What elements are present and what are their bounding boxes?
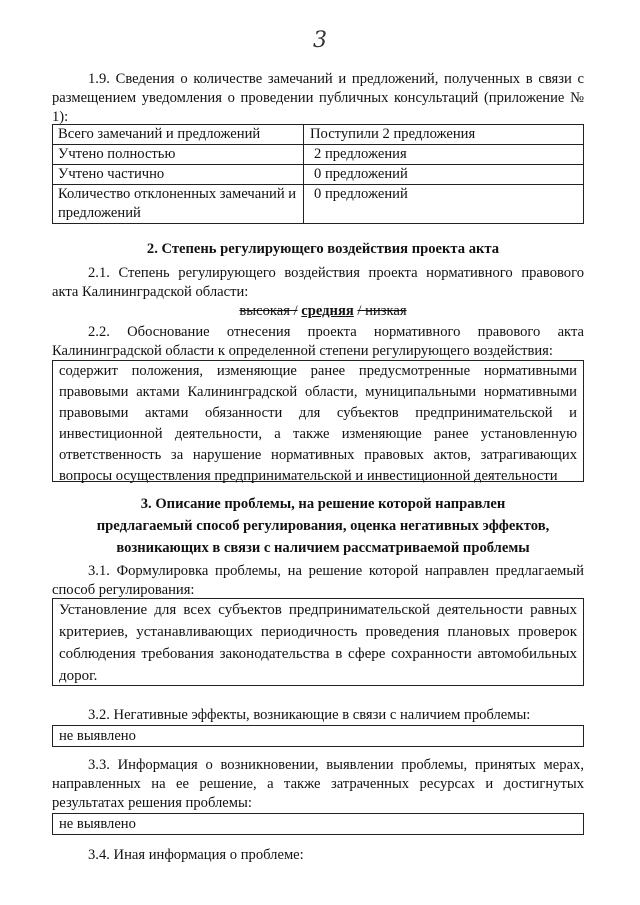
- problem-statement-text: Установление для всех субъектов предпринимательской деятельности равных критериев, устанавливающих периодичность проведения плановых проверок соблюдения требования законодательства в сфере сохранности автомобильных дорог.: [59, 602, 577, 684]
- table-row: [53, 165, 584, 185]
- table-cell: Учтено полностью: [53, 145, 304, 165]
- table-row: [53, 125, 584, 145]
- comments-table: [52, 124, 584, 224]
- section-2-heading: 2. Степень регулирующего воздействия проекта акта: [146, 241, 500, 257]
- section-3-heading-line-1: 3. Описание проблемы, на решение которой направлен: [140, 496, 506, 512]
- paragraph-2-1: 2.1. Степень регулирующего воздействия проекта нормативного правового акта Калининградской области:: [52, 265, 584, 300]
- table-row: [53, 185, 584, 224]
- table-row: [53, 145, 584, 165]
- table-cell: Всего замечаний и предложений: [53, 125, 304, 145]
- table-cell: Количество отклоненных замечаний и предложений: [53, 185, 304, 224]
- section-3-heading-line-2: предлагаемый способ регулирования, оценка негативных эффектов,: [96, 518, 550, 534]
- page-number: 3: [313, 28, 327, 53]
- paragraph-3-1: 3.1. Формулировка проблемы, на решение которой направлен предлагаемый способ регулирования:: [52, 563, 584, 598]
- justification-text: содержит положения, изменяющие ранее предусмотренные нормативными правовыми актами Калининградской области, муниципальными нормативными правовыми актами обязанности для субъектов предпринимательской и инвестиционной деятельности, а также изменяющие ранее установленную ответственность за нарушение нормативных правовых актов, затрагивающих вопросы осуществления предпринимательской и инвестиционной деятельности: [59, 363, 577, 484]
- section-3-heading-line-3: возникающих в связи с наличием рассматриваемой проблемы: [116, 540, 530, 556]
- problem-info-box: [52, 813, 584, 835]
- table-cell: 2 предложения: [304, 145, 584, 165]
- paragraph-3-3: 3.3. Информация о возникновении, выявлении проблемы, принятых мерах, направленных на ее решение, а также затраченных ресурсах и достигнутых результатах решения проблемы:: [52, 757, 584, 811]
- negative-effects-box: [52, 725, 584, 747]
- problem-statement-box: [52, 598, 584, 686]
- table-cell: 0 предложений: [304, 185, 584, 224]
- paragraph-2-2: 2.2. Обоснование отнесения проекта нормативного правового акта Калининградской области к определенной степени регулирующего воздействия:: [52, 324, 584, 359]
- table-cell: 0 предложений: [304, 165, 584, 185]
- paragraph-3-4: 3.4. Иная информация о проблеме:: [88, 847, 304, 863]
- negative-effects-text: не выявлено: [59, 728, 136, 744]
- impact-level-line: [50, 302, 596, 321]
- impact-justification-box: [52, 360, 584, 482]
- paragraph-3-2: 3.2. Негативные эффекты, возникающие в связи с наличием проблемы:: [88, 707, 531, 723]
- level-medium-selected: средняя: [301, 303, 354, 319]
- level-low-struck: / низкая: [357, 303, 407, 319]
- problem-info-text: не выявлено: [59, 816, 136, 832]
- level-high-struck: высокая /: [239, 303, 298, 319]
- paragraph-1-9: 1.9. Сведения о количестве замечаний и предложений, полученных в связи с размещением уведомления о проведении публичных консультаций (приложение № 1):: [52, 71, 584, 125]
- table-cell: Поступили 2 предложения: [304, 125, 584, 145]
- table-cell: Учтено частично: [53, 165, 304, 185]
